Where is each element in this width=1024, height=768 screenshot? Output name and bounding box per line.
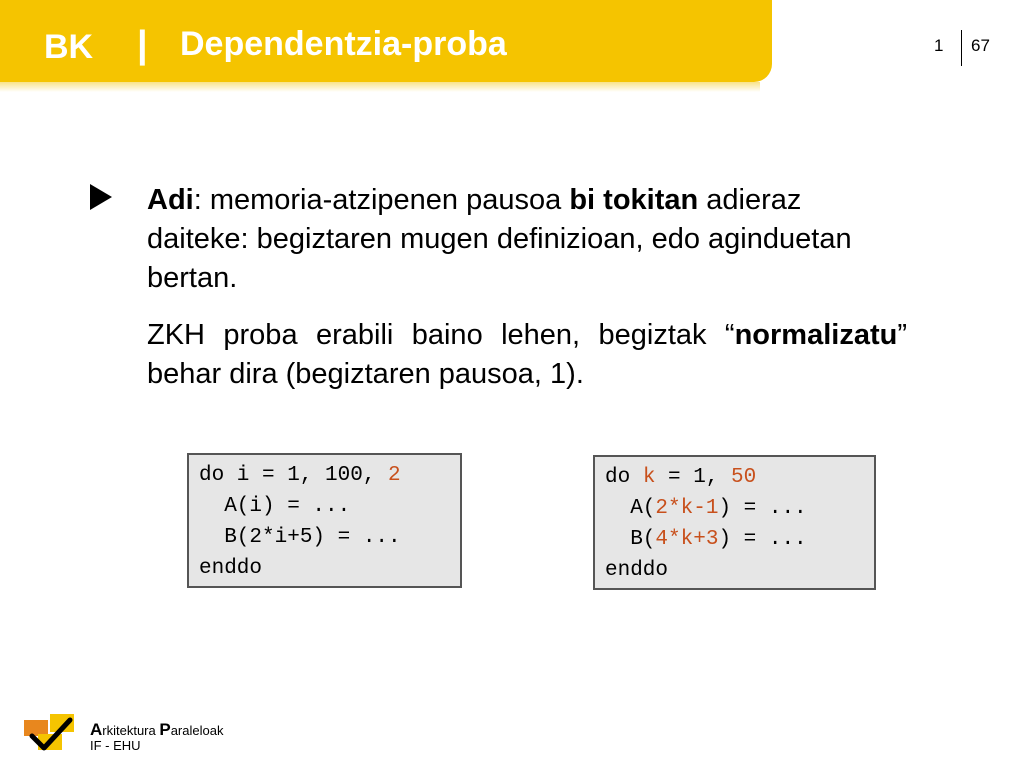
footer-p-rest: araleloak (170, 723, 224, 738)
paragraph-1 (147, 181, 907, 298)
footer-logo-icon (24, 714, 76, 752)
code2-line3 (605, 528, 807, 551)
p1-text-1: : memoria-atzipenen pausoa (193, 184, 570, 216)
p1-bold-1: Adi (147, 184, 194, 216)
code2-l3-index: 4*k+3 (655, 528, 719, 551)
page-number-divider (961, 30, 962, 66)
code2-line1 (605, 466, 756, 489)
paragraph-2 (147, 316, 907, 394)
code2-line4: enddo (605, 559, 669, 582)
footer-line-2: IF - EHU (90, 738, 141, 753)
p2-text-2: ” behar dira (begiztaren pausoa, 1). (147, 319, 907, 390)
p2-text-1: ZKH proba erabili baino lehen, begiztak “ (147, 319, 735, 351)
code2-l3-a: B( (605, 528, 656, 551)
footer-a-rest: rkitektura (102, 723, 160, 738)
code1-l1-text: do i = 1, 100, (199, 464, 389, 487)
bullet-triangle-icon (90, 184, 112, 210)
code2-l1-var: k (642, 466, 656, 489)
code2-l2-index: 2*k-1 (655, 497, 719, 520)
footer-line-1 (90, 720, 223, 740)
code2-l1-do: do (605, 466, 643, 489)
code-block-normalized (593, 455, 876, 590)
code2-l2-a: A( (605, 497, 656, 520)
p2-bold-1: normalizatu (734, 319, 898, 351)
code1-line4: enddo (199, 557, 263, 580)
title-separator: | (137, 24, 148, 66)
code1-line3: B(2*i+5) = ... (199, 526, 401, 549)
page-number: 67 (971, 36, 990, 55)
p1-text-2: adieraz daiteke: begiztaren mugen definizioan, edo aginduetan bertan. (147, 184, 852, 294)
header-banner-shadow (0, 82, 760, 92)
slide-title: Dependentzia-proba (180, 25, 507, 63)
brand-label: BK (44, 28, 94, 66)
code1-line1 (199, 464, 401, 487)
code1-step-value: 2 (388, 464, 401, 487)
code2-l3-c: ) = ... (718, 528, 807, 551)
p1-bold-2: bi tokitan (569, 184, 699, 216)
code2-l2-c: ) = ... (718, 497, 807, 520)
code2-l1-limit: 50 (731, 466, 757, 489)
footer-p-initial: P (159, 720, 171, 739)
code1-line2: A(i) = ... (199, 495, 351, 518)
code2-l1-mid: = 1, (655, 466, 732, 489)
page-section: 1 (934, 36, 944, 55)
code-block-original (187, 453, 462, 588)
code2-line2 (605, 497, 807, 520)
footer-a-initial: A (90, 720, 103, 739)
